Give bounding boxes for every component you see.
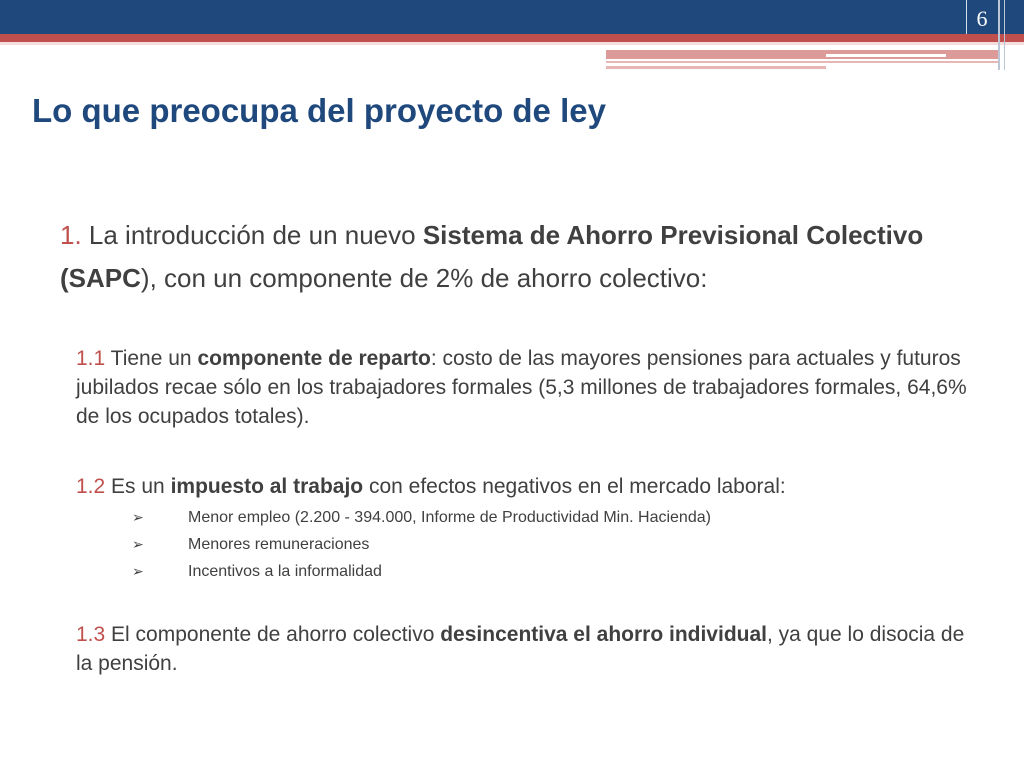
header-vertical-line <box>998 0 1000 70</box>
list-item <box>132 558 952 585</box>
sub-point-text: Tiene un <box>105 347 198 370</box>
main-point-number: 1. <box>60 220 82 250</box>
header-accent-line-short <box>606 66 826 69</box>
header-accent-line <box>606 61 998 63</box>
arrow-bullet-icon: ➢ <box>132 563 144 579</box>
list-item <box>132 531 952 558</box>
arrow-bullet-icon: ➢ <box>132 536 144 552</box>
list-item-text: Incentivos a la informalidad <box>188 562 382 580</box>
sub-point-number: 1.2 <box>76 475 106 498</box>
list-item-text: Menores remuneraciones <box>188 535 370 553</box>
header-accent-stripe <box>0 34 1024 42</box>
sub-point-1-1 <box>76 344 976 431</box>
header-accent-inset <box>826 54 946 57</box>
slide-title: Lo que preocupa del proyecto de ley <box>32 92 606 129</box>
main-point-text-end: ), con un componente de 2% de ahorro colectivo: <box>140 263 708 293</box>
list-item-text: Menor empleo (2.200 - 394.000, Informe de Productividad Min. Hacienda) <box>188 508 711 526</box>
sub-point-emphasis: componente de reparto <box>197 347 431 370</box>
effects-list <box>132 504 952 585</box>
main-point-text: La introducción de un nuevo <box>81 220 423 250</box>
sub-point-text-end: con efectos negativos en el mercado laboral: <box>363 475 786 498</box>
header-divider <box>0 42 1024 45</box>
main-point-emphasis: Sistema de Ahorro Previsional Colectivo (SAPC <box>60 220 924 293</box>
list-item <box>132 504 952 531</box>
sub-point-number: 1.3 <box>76 623 106 646</box>
sub-point-number: 1.1 <box>76 347 106 370</box>
sub-point-emphasis: desincentiva el ahorro individual <box>440 623 767 646</box>
header-band <box>0 0 1024 34</box>
sub-point-text-end: , ya que lo disocia de la pensión. <box>76 623 965 675</box>
main-point <box>60 214 970 300</box>
sub-point-1-2 <box>76 472 976 501</box>
arrow-bullet-icon: ➢ <box>132 509 144 525</box>
slide-number: 6 <box>976 6 988 31</box>
header-vertical-line-thin <box>1004 0 1005 70</box>
sub-point-text: El componente de ahorro colectivo <box>105 623 441 646</box>
sub-point-text: Es un <box>105 475 171 498</box>
sub-point-1-3 <box>76 620 976 678</box>
sub-point-emphasis: impuesto al trabajo <box>170 475 364 498</box>
sub-point-text-end: : costo de las mayores pensiones para actuales y futuros jubilados recae sólo en los trabajadores formales (5,3 millones de trabajadores formales, 64,6% de los ocupados totales). <box>76 347 967 428</box>
